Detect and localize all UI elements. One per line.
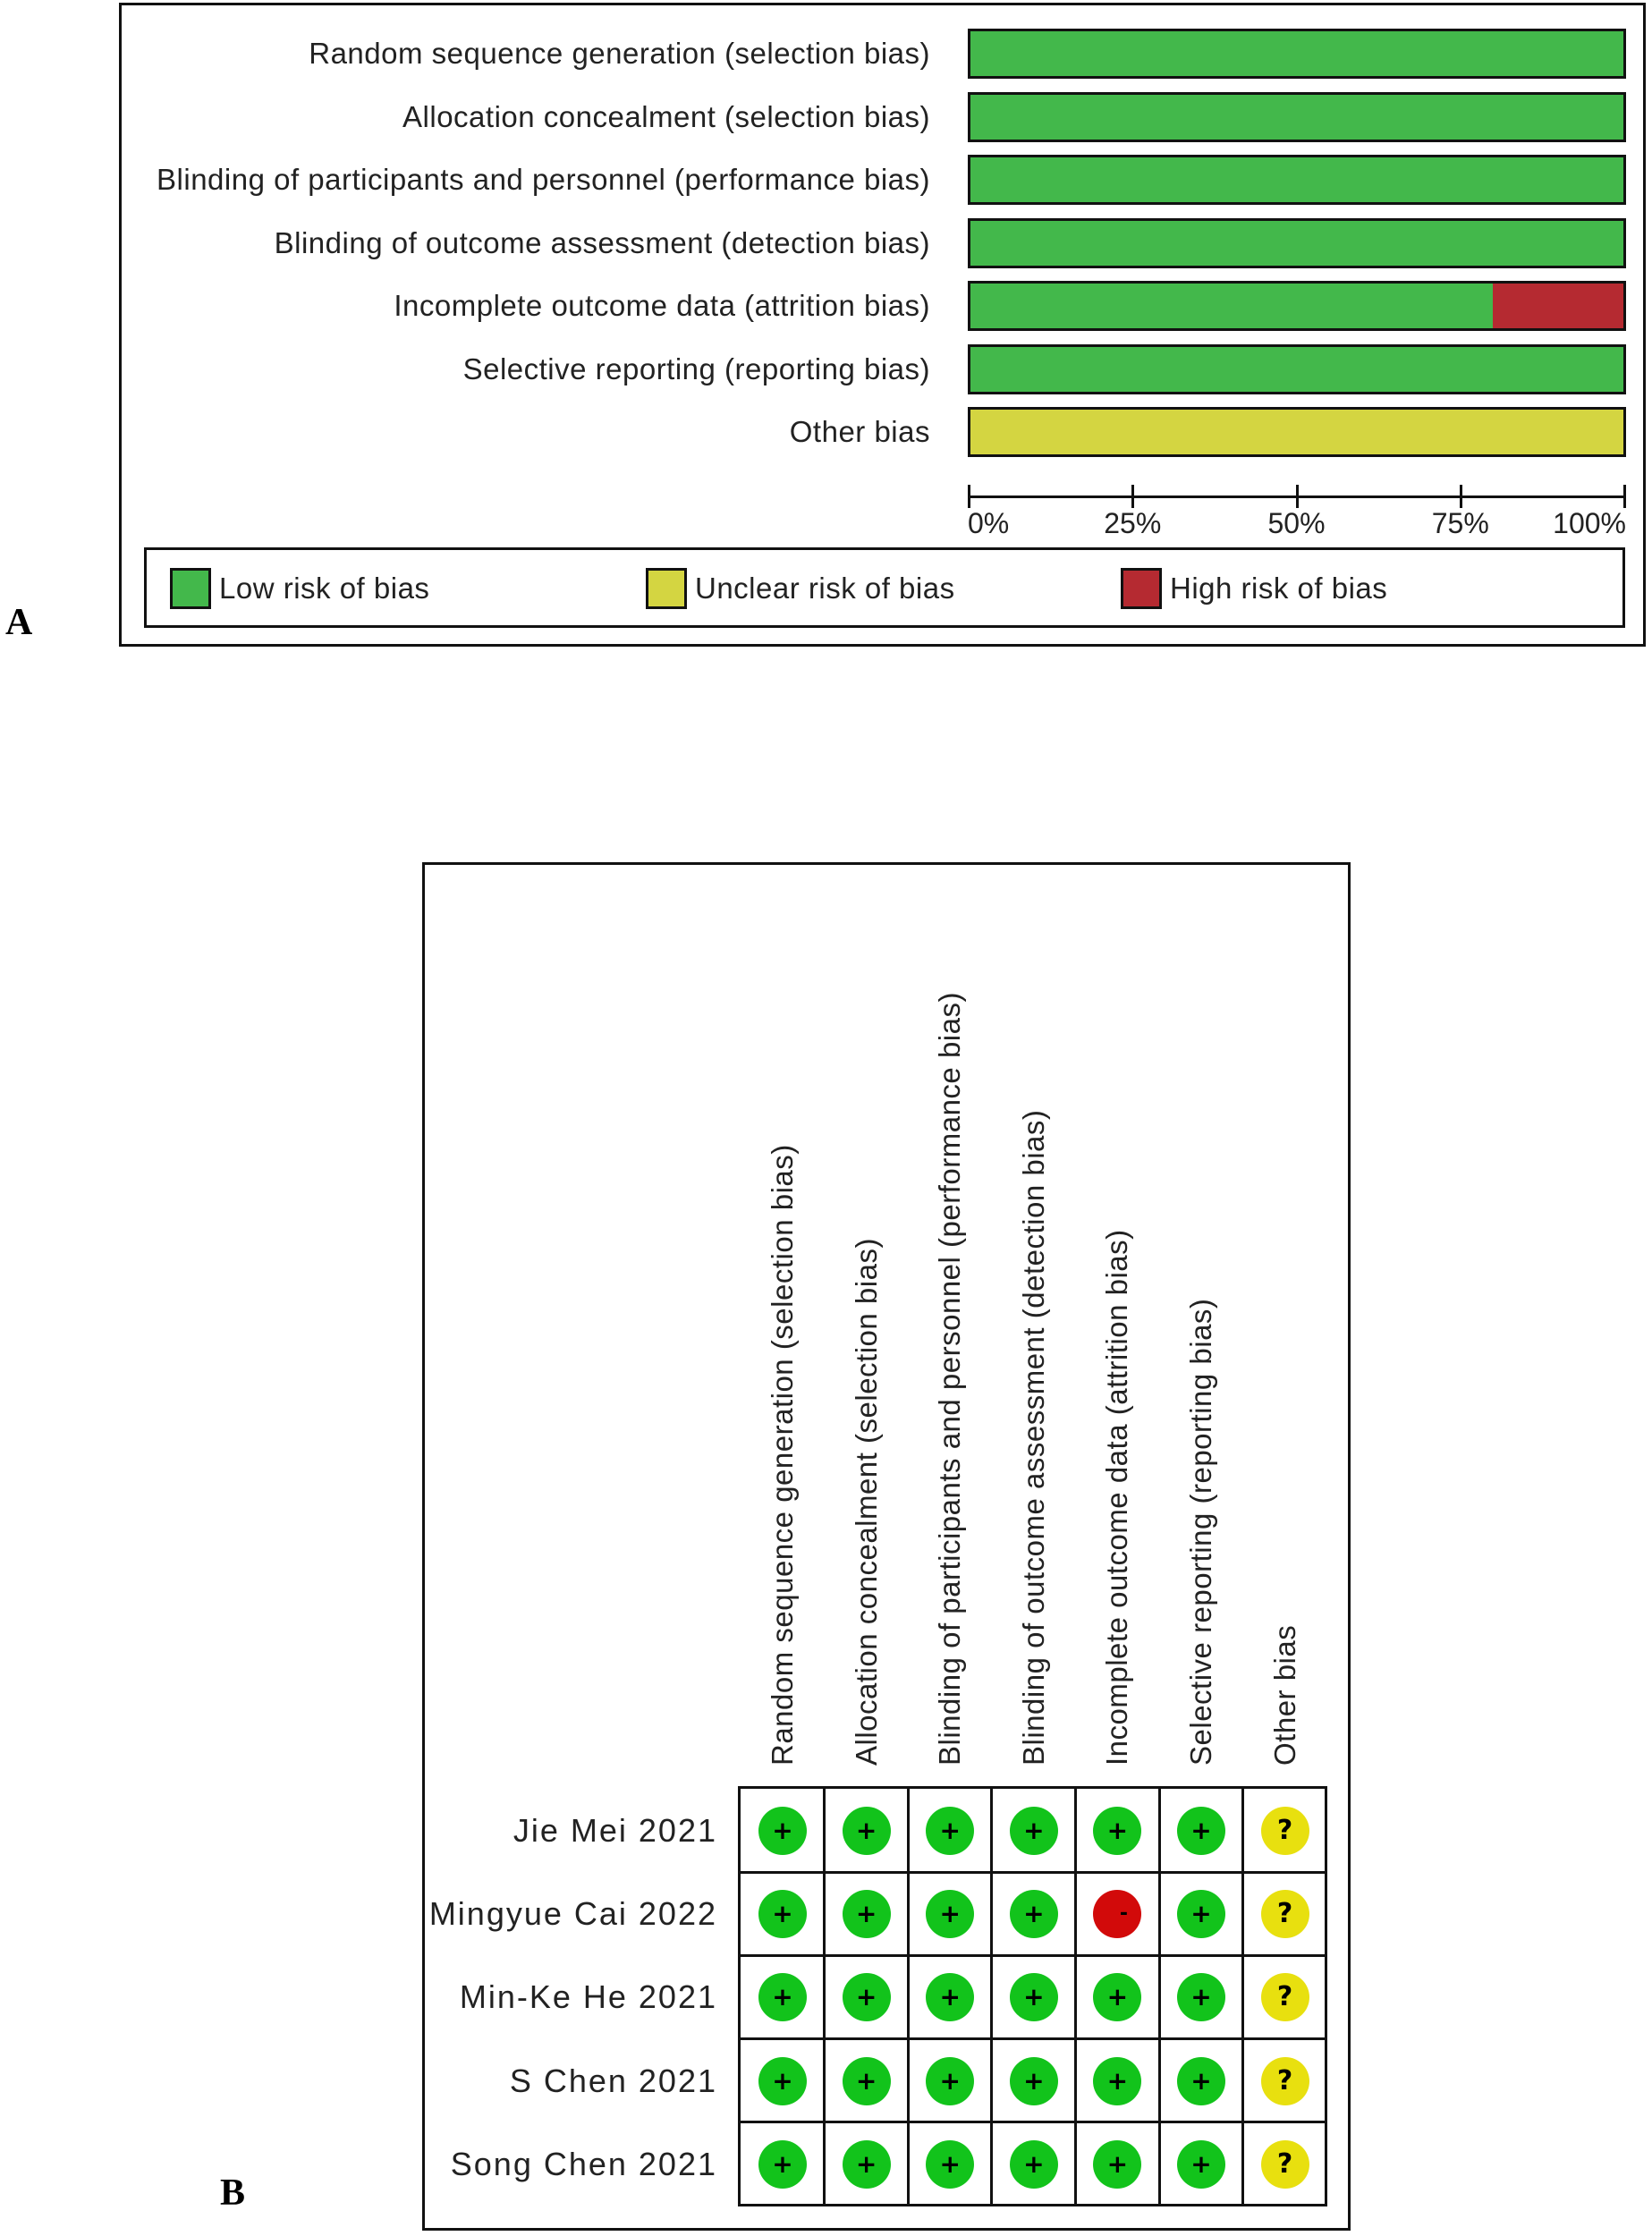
- column-header: [1269, 961, 1305, 1766]
- stacked-bar: [968, 407, 1626, 457]
- unclear-risk-icon: ?: [1261, 2140, 1309, 2189]
- column-header-label: Incomplete outcome data (attrition bias): [1100, 1229, 1134, 1766]
- rating-cell: [992, 2122, 1076, 2206]
- legend-item-unclear: [646, 568, 955, 609]
- rating-cell: [1243, 2039, 1327, 2123]
- rating-cell: [1159, 2122, 1243, 2206]
- rating-cell: [1243, 1872, 1327, 1956]
- rating-cell: [1075, 1955, 1159, 2039]
- risk-of-bias-summary: [422, 862, 1351, 2231]
- rating-cell: [1075, 1872, 1159, 1956]
- summary-grid: [738, 1786, 1327, 2206]
- legend-item-low: [170, 568, 429, 609]
- bar-label: Blinding of outcome assessment (detection bias): [274, 225, 930, 259]
- rating-cell: [825, 2122, 909, 2206]
- column-header: [1101, 961, 1137, 1766]
- risk-of-bias-graph: [119, 3, 1646, 647]
- x-tick-label: 25%: [1104, 507, 1162, 539]
- unclear-risk-icon: ?: [1261, 1807, 1309, 1855]
- unclear-risk-icon: ?: [1261, 1973, 1309, 2021]
- high-risk-swatch-icon: [1121, 568, 1162, 609]
- low-risk-icon: +: [843, 2140, 891, 2189]
- stacked-bar: [968, 92, 1626, 142]
- low-risk-icon: +: [1177, 1807, 1225, 1855]
- x-tick-label: 75%: [1431, 507, 1489, 539]
- low-risk-icon: +: [926, 2057, 974, 2105]
- rating-cell: [825, 1955, 909, 2039]
- rating-cell: [1159, 1789, 1243, 1873]
- rating-cell: [992, 1789, 1076, 1873]
- bar-segment-low: [970, 221, 1623, 266]
- rating-cell: [741, 2122, 825, 2206]
- stacked-bar: [968, 29, 1626, 79]
- column-header: [767, 961, 802, 1766]
- column-header-label: Selective reporting (reporting bias): [1184, 1298, 1217, 1766]
- column-header: [1185, 961, 1221, 1766]
- rating-cell: [825, 1872, 909, 1956]
- unclear-risk-icon: ?: [1261, 2057, 1309, 2105]
- x-tick: [1131, 485, 1134, 508]
- low-risk-icon: +: [926, 2140, 974, 2189]
- x-tick-label: 100%: [1553, 507, 1626, 539]
- rating-cell: [908, 2122, 992, 2206]
- low-risk-icon: +: [1177, 2140, 1225, 2189]
- rating-cell: [1243, 1789, 1327, 1873]
- bar-label: Selective reporting (reporting bias): [462, 351, 930, 385]
- rating-cell: [908, 1789, 992, 1873]
- bar-label: Other bias: [789, 415, 930, 448]
- low-risk-icon: +: [1093, 2140, 1141, 2189]
- high-risk-icon: -: [1093, 1890, 1141, 1938]
- column-header-label: Other bias: [1267, 1624, 1301, 1766]
- unclear-risk-swatch-icon: [646, 568, 687, 609]
- x-tick: [968, 485, 970, 508]
- study-label: Jie Mei 2021: [513, 1812, 717, 1849]
- column-header: [934, 961, 970, 1766]
- rating-cell: [908, 1955, 992, 2039]
- low-risk-icon: +: [1177, 1973, 1225, 2021]
- low-risk-icon: +: [926, 1807, 974, 1855]
- low-risk-icon: +: [843, 1807, 891, 1855]
- low-risk-icon: +: [758, 1807, 807, 1855]
- bar-segment-low: [970, 31, 1623, 76]
- unclear-risk-icon: ?: [1261, 1890, 1309, 1938]
- rating-cell: [908, 1872, 992, 1956]
- low-risk-icon: +: [1093, 1807, 1141, 1855]
- rating-cell: [1159, 1872, 1243, 1956]
- study-label: Mingyue Cai 2022: [428, 1895, 717, 1933]
- bar-label: Allocation concealment (selection bias): [402, 99, 930, 133]
- column-header-label: Blinding of outcome assessment (detection bias): [1016, 1109, 1050, 1766]
- low-risk-icon: +: [758, 1890, 807, 1938]
- bar-label: Random sequence generation (selection bias): [309, 37, 930, 70]
- low-risk-icon: +: [1177, 1890, 1225, 1938]
- rating-cell: [1075, 2039, 1159, 2123]
- bar-segment-high: [1493, 284, 1623, 328]
- legend-item-high: [1121, 568, 1387, 609]
- rating-cell: [1159, 1955, 1243, 2039]
- low-risk-icon: +: [1093, 1973, 1141, 2021]
- study-label: Min-Ke He 2021: [459, 1978, 717, 2016]
- bar-segment-low: [970, 284, 1493, 328]
- rating-cell: [1075, 1789, 1159, 1873]
- x-tick: [1460, 485, 1462, 508]
- rating-cell: [908, 2039, 992, 2123]
- low-risk-icon: +: [1010, 1973, 1058, 2021]
- x-tick: [1296, 485, 1299, 508]
- low-risk-swatch-icon: [170, 568, 211, 609]
- low-risk-icon: +: [758, 2140, 807, 2189]
- low-risk-icon: +: [926, 1973, 974, 2021]
- bar-label: Incomplete outcome data (attrition bias): [394, 289, 930, 322]
- x-tick-label: 50%: [1267, 507, 1326, 539]
- x-tick: [1623, 485, 1626, 508]
- low-risk-icon: +: [758, 1973, 807, 2021]
- low-risk-icon: +: [843, 1890, 891, 1938]
- legend-label-high: High risk of bias: [1170, 572, 1388, 605]
- low-risk-icon: +: [1010, 2057, 1058, 2105]
- rating-cell: [741, 2039, 825, 2123]
- bar-segment-unclear: [970, 410, 1623, 454]
- low-risk-icon: +: [1010, 1890, 1058, 1938]
- rating-cell: [741, 1955, 825, 2039]
- panel-label-a: A: [5, 602, 33, 643]
- column-header: [1018, 961, 1054, 1766]
- column-header-label: Blinding of participants and personnel (performance bias): [933, 992, 967, 1766]
- bar-segment-low: [970, 157, 1623, 202]
- rating-cell: [992, 1872, 1076, 1956]
- rating-cell: [1243, 1955, 1327, 2039]
- low-risk-icon: +: [1010, 1807, 1058, 1855]
- legend: [144, 547, 1625, 628]
- low-risk-icon: +: [1177, 2057, 1225, 2105]
- low-risk-icon: +: [758, 2057, 807, 2105]
- stacked-bar: [968, 281, 1626, 331]
- rating-cell: [992, 2039, 1076, 2123]
- x-tick-label: 0%: [968, 507, 1010, 539]
- study-label: Song Chen 2021: [450, 2145, 717, 2182]
- rating-cell: [741, 1789, 825, 1873]
- bar-label: Blinding of participants and personnel (performance bias): [157, 163, 930, 196]
- rating-cell: [1159, 2039, 1243, 2123]
- stacked-bar: [968, 155, 1626, 205]
- low-risk-icon: +: [1093, 2057, 1141, 2105]
- column-header-label: Random sequence generation (selection bias): [766, 1144, 799, 1766]
- bar-segment-low: [970, 95, 1623, 140]
- rating-cell: [1243, 2122, 1327, 2206]
- stacked-bar: [968, 344, 1626, 394]
- stacked-bar: [968, 218, 1626, 268]
- rating-cell: [992, 1955, 1076, 2039]
- low-risk-icon: +: [926, 1890, 974, 1938]
- low-risk-icon: +: [1010, 2140, 1058, 2189]
- rating-cell: [741, 1872, 825, 1956]
- legend-label-unclear: Unclear risk of bias: [695, 572, 955, 605]
- rating-cell: [825, 2039, 909, 2123]
- column-header: [851, 961, 886, 1766]
- low-risk-icon: +: [843, 1973, 891, 2021]
- rating-cell: [825, 1789, 909, 1873]
- column-header-label: Allocation concealment (selection bias): [849, 1238, 883, 1766]
- rating-cell: [1075, 2122, 1159, 2206]
- low-risk-icon: +: [843, 2057, 891, 2105]
- bar-segment-low: [970, 347, 1623, 392]
- study-label: S Chen 2021: [509, 2062, 717, 2099]
- panel-label-b: B: [220, 2172, 246, 2214]
- legend-label-low: Low risk of bias: [219, 572, 430, 605]
